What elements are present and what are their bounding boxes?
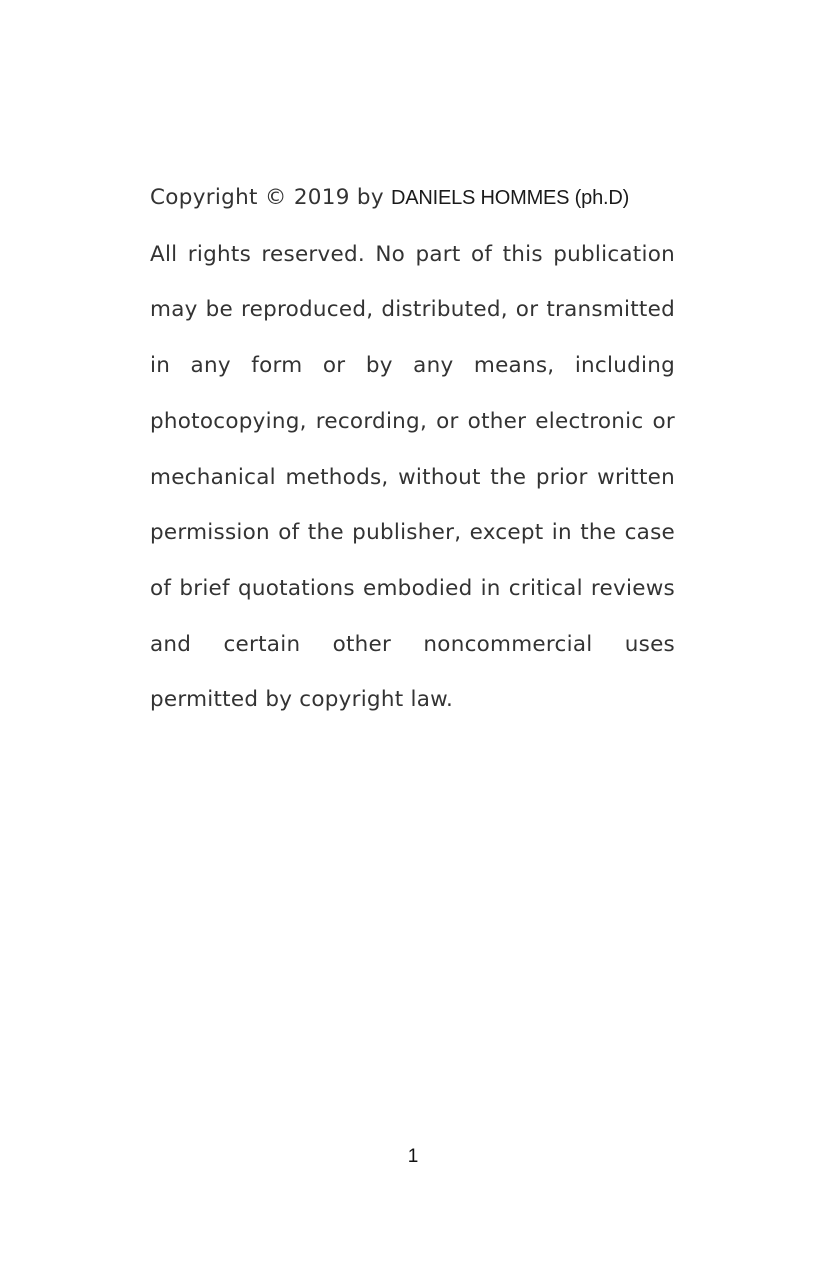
page-number: 1 bbox=[407, 1146, 419, 1167]
rights-statement: All rights reserved. No part of this publication may be reproduced, distributed, or transmitted in any form or by any means, including photocopying, recording, or other electronic or mechanical methods, without the prior written permission of the publisher, except in the case of brief quotations embodied in critical reviews and certain other noncommercial uses permitted by copyright law. bbox=[150, 241, 675, 713]
copyright-line bbox=[150, 170, 675, 227]
copyright-block bbox=[150, 170, 675, 728]
author-name: DANIELS HOMMES (ph.D) bbox=[390, 187, 630, 209]
copyright-prefix: Copyright © 2019 by bbox=[150, 185, 384, 210]
